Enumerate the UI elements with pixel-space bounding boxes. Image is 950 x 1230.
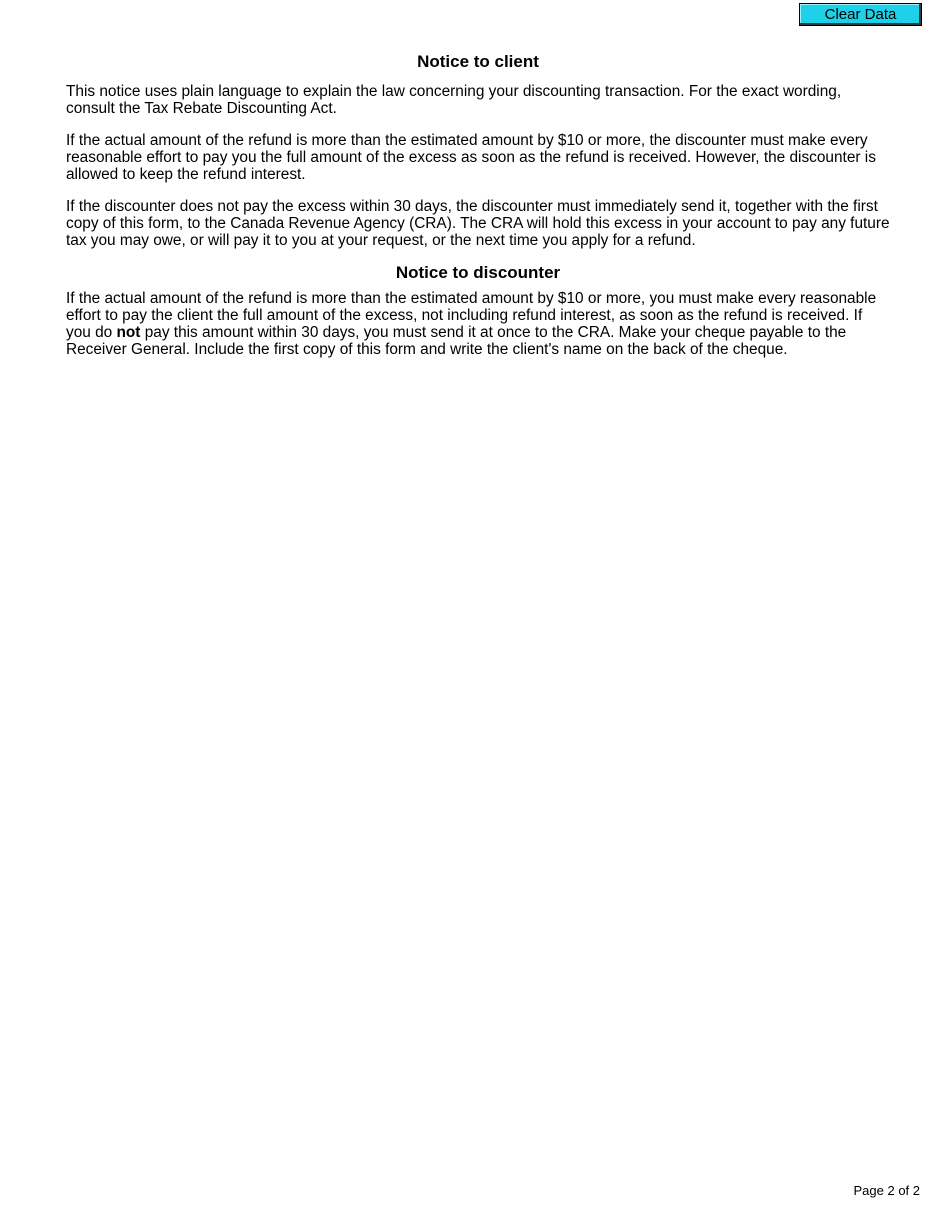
notice-to-client-heading: Notice to client [417, 52, 539, 71]
notice-to-discounter-heading: Notice to discounter [395, 263, 561, 282]
discounter-text-after: pay this amount within 30 days, you must send it at once to the CRA. Make your cheque payable to the Receiver General. Include the first copy of this form and write the client's name on the back of the cheque. [66, 324, 847, 358]
discounter-text-before: If the actual amount of the refund is more than the estimated amount by $10 or more, you must make every reasonable effort to pay the client the full amount of the excess, not including refund interest, as soon as the refund is received. If you do [66, 290, 877, 341]
discounter-emphasis: not [116, 324, 141, 341]
notice-content [66, 52, 890, 358]
page-number: Page 2 of 2 [853, 1183, 920, 1198]
discounter-paragraph [66, 290, 890, 358]
client-paragraph-intro: This notice uses plain language to explain the law concerning your discounting transaction. For the exact wording, consult the Tax Rebate Discounting Act. [66, 83, 842, 117]
client-paragraph-cra: If the discounter does not pay the excess within 30 days, the discounter must immediately send it, together with the first copy of this form, to the Canada Revenue Agency (CRA). The CRA will hold this excess in your account to pay any future tax you may owe, or will pay it to you at your request, or the next time you apply for a refund. [66, 198, 890, 249]
clear-data-button[interactable]: Clear Data [799, 3, 922, 26]
client-paragraph-excess: If the actual amount of the refund is more than the estimated amount by $10 or more, the discounter must make every reasonable effort to pay you the full amount of the excess as soon as the refund is received. However, the discounter is allowed to keep the refund interest. [66, 132, 876, 183]
